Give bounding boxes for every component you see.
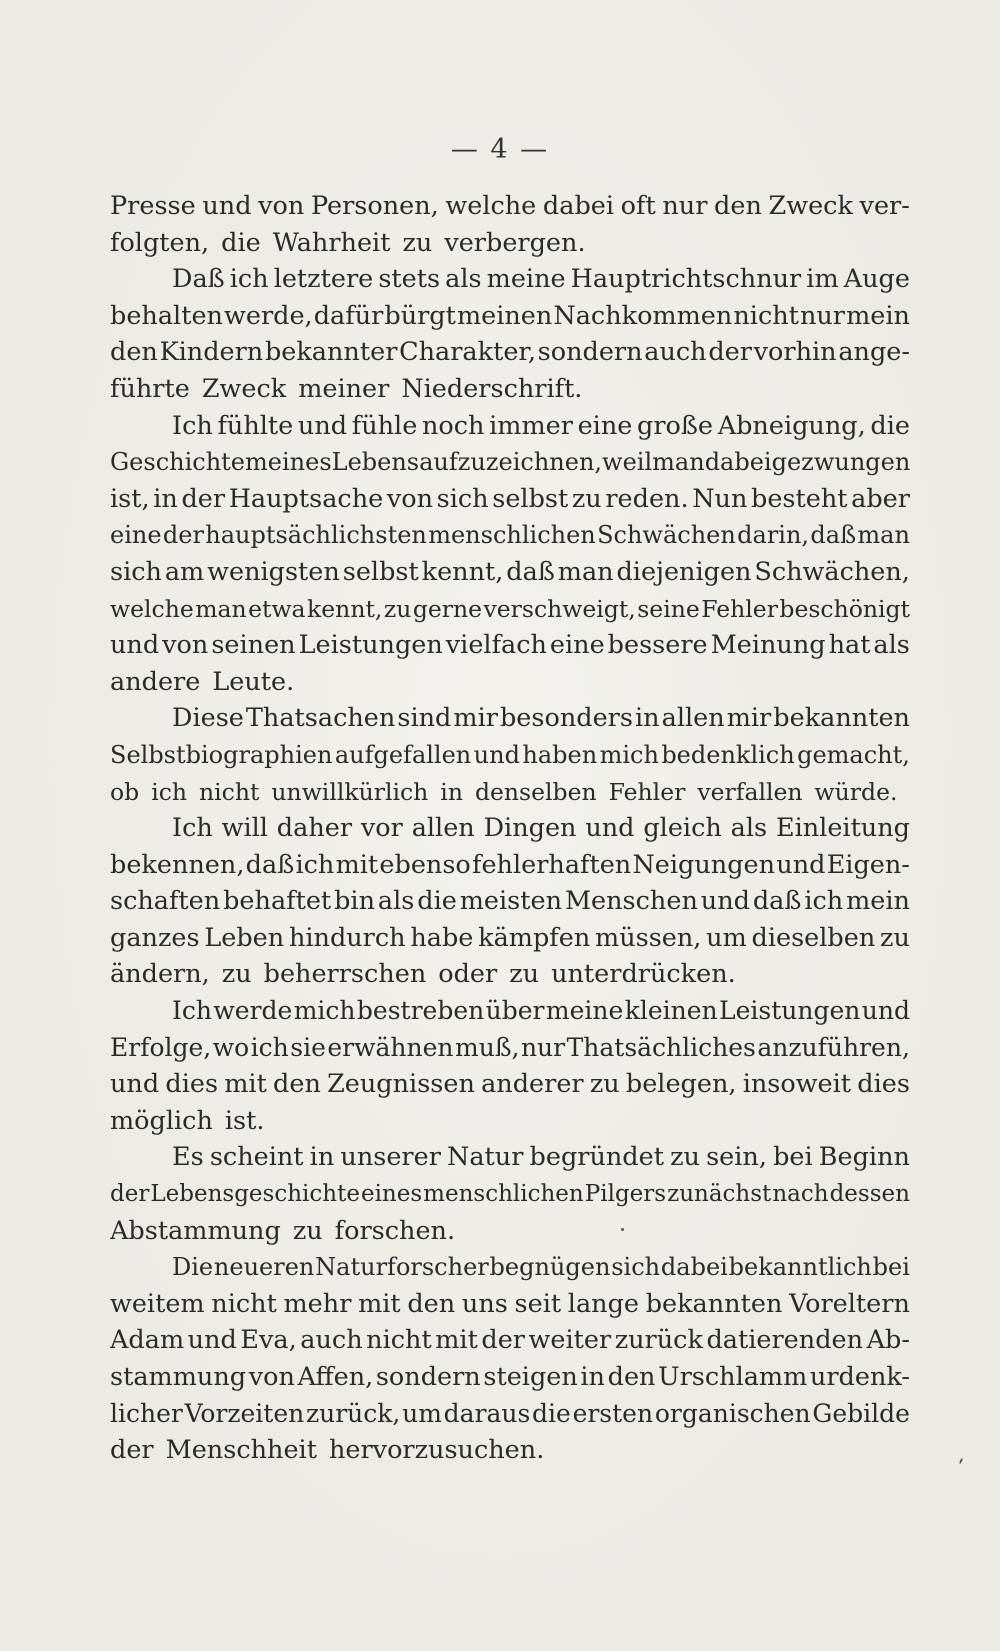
text-line: welche man etwa kennt, zu gerne verschweigt, seine Fehler beschönigt xyxy=(110,594,910,623)
text-line: Presse und von Personen, welche dabei oft nur den Zweck ver- xyxy=(110,191,910,221)
text-line: der Lebensgeschichte eines menschlichen Pilgers zunächst nach dessen xyxy=(110,1181,910,1208)
text-line: stammung von Affen, sondern steigen in den Urschlamm urdenk- xyxy=(110,1362,910,1392)
paper-speck xyxy=(959,1458,963,1464)
text-line: Es scheint in unserer Natur begründet zu sein, bei Beginn xyxy=(172,1142,910,1173)
text-line: bekennen, daß ich mit ebenso fehlerhaften Neigungen und Eigen- xyxy=(110,849,910,880)
text-line: licher Vorzeiten zurück, um daraus die ersten organischen Gebilde xyxy=(110,1398,910,1428)
text-line: und dies mit den Zeugnissen anderer zu belegen, insoweit dies xyxy=(110,1069,910,1100)
text-line: Die neueren Naturforscher begnügen sich dabei bekanntlich bei xyxy=(172,1253,910,1282)
text-line: ob ich nicht unwillkürlich in denselben Fehler verfallen würde. xyxy=(110,777,898,806)
text-line: Ich fühlte und fühle noch immer eine große Abneigung, die xyxy=(172,410,910,441)
text-line: Diese Thatsachen sind mir besonders in allen mir bekannten xyxy=(172,703,910,734)
text-line: der Menschheit hervorzusuchen. xyxy=(110,1435,545,1466)
text-line: weitem nicht mehr mit den uns seit lange bekannten Voreltern xyxy=(110,1288,910,1319)
text-line: den Kindern bekannter Charakter, sondern auch der vorhin ange- xyxy=(110,337,910,368)
text-line: Daß ich letztere stets als meine Hauptrichtschnur im Auge xyxy=(172,264,910,295)
text-line: ändern, zu beherrschen oder zu unterdrücken. xyxy=(110,959,736,990)
text-line: sich am wenigsten selbst kennt, daß man diejenigen Schwächen, xyxy=(110,556,910,587)
text-line: Ich will daher vor allen Dingen und gleich als Einleitung xyxy=(172,813,910,844)
text-line: und von seinen Leistungen vielfach eine bessere Meinung hat als xyxy=(110,630,910,661)
text-line: möglich ist. xyxy=(110,1105,265,1136)
text-line: schaften behaftet bin als die meisten Menschen und daß ich mein xyxy=(110,886,910,917)
text-line: Abstammung zu forschen. xyxy=(110,1215,456,1246)
text-line: Selbstbiographien aufgefallen und haben mich bedenklich gemacht, xyxy=(110,740,910,769)
body-text xyxy=(110,188,910,1469)
text-line: ganzes Leben hindurch habe kämpfen müssen, um dieselben zu xyxy=(110,922,910,953)
text-line: folgten, die Wahrheit zu verbergen. xyxy=(110,227,586,258)
paper-speck xyxy=(621,1228,624,1231)
text-line: führte Zweck meiner Niederschrift. xyxy=(110,373,583,404)
text-line: Geschichte meines Lebens aufzuzeichnen, weil man dabei gezwungen xyxy=(110,448,910,477)
page-number: — 4 — xyxy=(450,134,550,165)
text-line: Erfolge, wo ich sie erwähnen muß, nur Thatsächliches anzuführen, xyxy=(110,1032,910,1062)
text-line: Adam und Eva, auch nicht mit der weiter zurück datierenden Ab- xyxy=(110,1325,910,1356)
text-line: behalten werde, dafür bürgt meinen Nachkommen nicht nur mein xyxy=(110,300,910,331)
text-line: ist, in der Hauptsache von sich selbst zu reden. Nun besteht aber xyxy=(110,483,910,514)
text-line: andere Leute. xyxy=(110,666,295,697)
text-line: Ich werde mich bestreben über meine kleinen Leistungen und xyxy=(172,996,910,1026)
text-line: eine der hauptsächlichsten menschlichen Schwächen darin, daß man xyxy=(110,521,910,550)
